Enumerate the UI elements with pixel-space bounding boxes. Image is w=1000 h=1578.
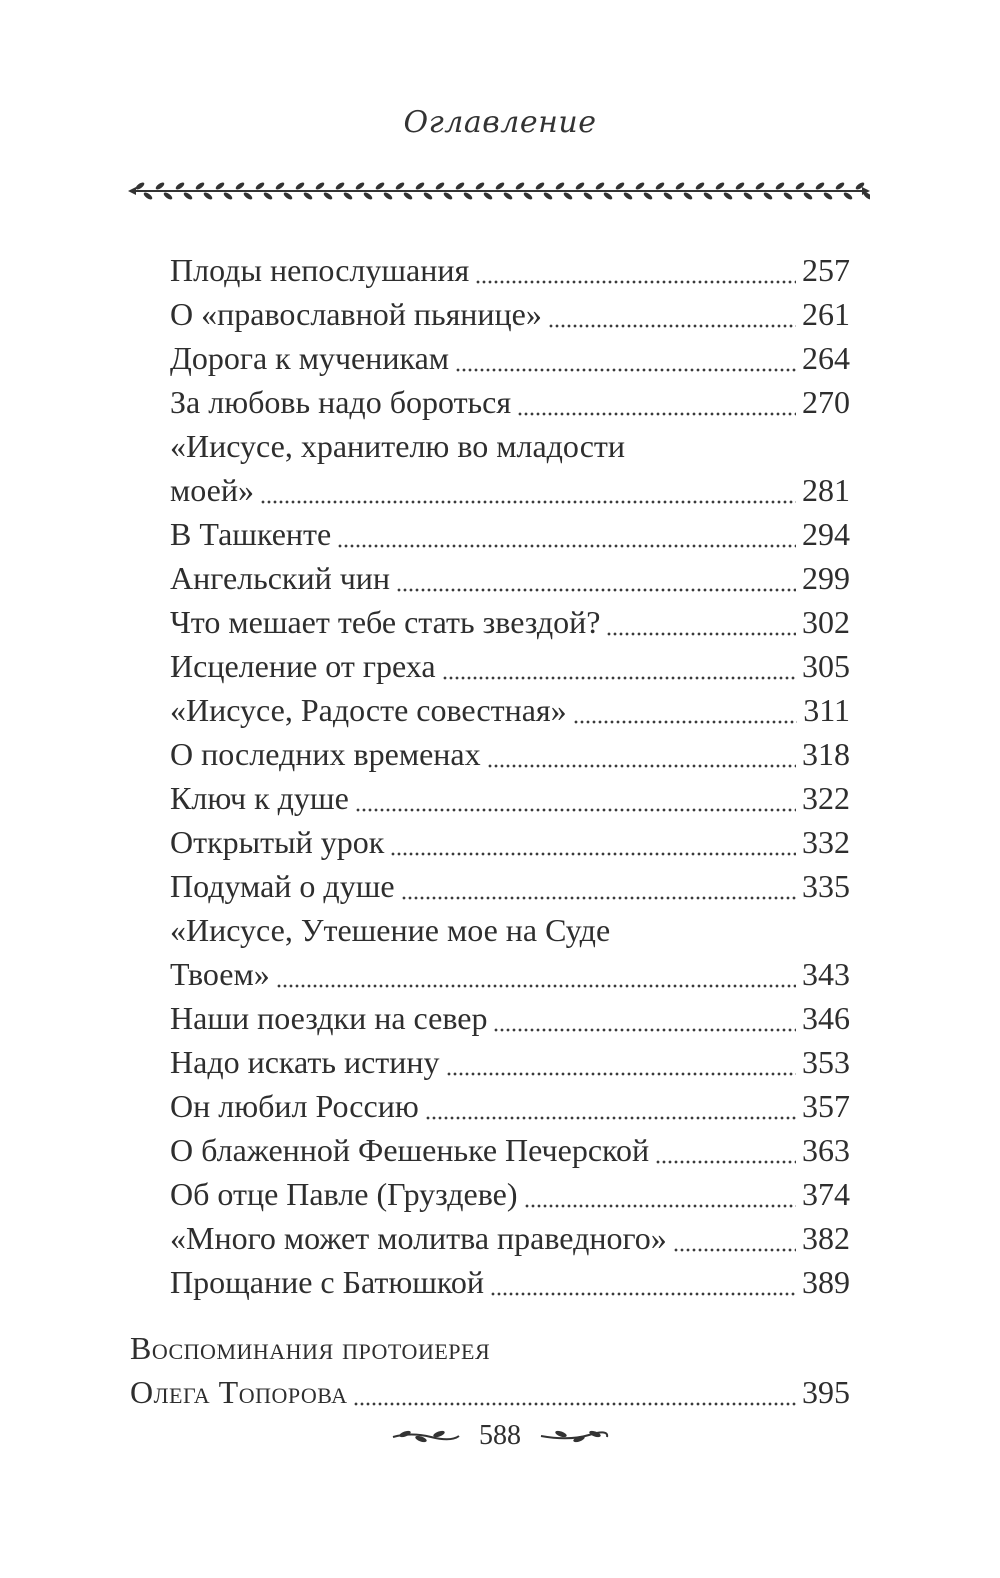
toc-entry-title: «Иисусе, Радосте совестная» (170, 692, 567, 728)
dot-leader (487, 732, 796, 776)
toc-entry-title: Твоем» (170, 956, 270, 992)
toc-page-number: 270 (802, 384, 850, 420)
toc-entry-title: О последних временах (170, 736, 481, 772)
dot-leader (655, 1128, 796, 1172)
toc-page-number: 299 (802, 560, 850, 596)
toc-entry-title: В Ташкенте (170, 516, 332, 552)
dot-leader (337, 512, 796, 556)
dot-leader (442, 644, 796, 688)
toc-entry[interactable] (130, 380, 850, 424)
leaf-vine-rule-icon (128, 176, 870, 206)
toc-entry-title: Надо искать истину (170, 1044, 440, 1080)
dot-leader (396, 556, 796, 600)
toc-page-number: 264 (802, 340, 850, 376)
toc-entry-title: За любовь надо бороться (170, 384, 512, 420)
toc-page-number: 353 (802, 1044, 850, 1080)
toc-entry[interactable] (130, 1172, 850, 1216)
dot-leader (455, 336, 796, 380)
toc-entry[interactable] (130, 820, 850, 864)
toc-entry-title: Наши поездки на север (170, 1000, 488, 1036)
toc-entry-title: Ключ к душе (170, 780, 349, 816)
toc-page-number: 281 (802, 472, 850, 508)
toc-entry-title: Об отце Павле (Груздеве) (170, 1176, 518, 1212)
toc-page-number: 363 (802, 1132, 850, 1168)
dot-leader (353, 1370, 796, 1414)
toc-entry[interactable] (130, 1040, 850, 1084)
dot-leader (606, 600, 796, 644)
dot-leader (475, 248, 796, 292)
dot-leader (260, 468, 796, 512)
toc-page-number: 261 (802, 296, 850, 332)
toc-entry-title: «Иисусе, хранителю во младости (170, 428, 626, 464)
dot-leader (517, 380, 796, 424)
toc-entry-title: Воспоминания протоиерея (130, 1330, 491, 1366)
toc-entry[interactable] (130, 644, 850, 688)
toc-page-number: 382 (802, 1220, 850, 1256)
running-head-title: Оглавление (403, 105, 597, 140)
dot-leader (490, 1260, 796, 1304)
toc-page-number: 389 (802, 1264, 850, 1300)
page-number: 588 (479, 1420, 521, 1451)
dot-leader (446, 1040, 797, 1084)
dot-leader (276, 952, 796, 996)
toc-entry[interactable] (130, 424, 850, 512)
toc-entry-title: Прощание с Батюшкой (170, 1264, 484, 1300)
toc-entry[interactable] (130, 556, 850, 600)
toc-entry[interactable] (130, 1128, 850, 1172)
toc-entry[interactable] (130, 688, 850, 732)
toc-entry-title: Олега Топорова (130, 1374, 348, 1410)
toc-entry-title: «Иисусе, Утешение мое на Суде (170, 912, 611, 948)
toc-entry[interactable] (130, 1216, 850, 1260)
toc-entry[interactable] (130, 732, 850, 776)
toc-entry-title: Подумай о душе (170, 868, 395, 904)
toc-entry-title: О «православной пьянице» (170, 296, 542, 332)
table-of-contents (130, 248, 850, 1414)
toc-page-number: 318 (802, 736, 850, 772)
toc-entry[interactable] (130, 1260, 850, 1304)
toc-entry[interactable] (130, 292, 850, 336)
dot-leader (573, 688, 798, 732)
dot-leader (548, 292, 796, 336)
toc-entry-title: Исцеление от греха (170, 648, 436, 684)
toc-page-number: 302 (802, 604, 850, 640)
dot-leader (390, 820, 796, 864)
toc-entry[interactable] (130, 1084, 850, 1128)
toc-entry-title: «Много может молитва праведного» (170, 1220, 667, 1256)
toc-page-number: 332 (802, 824, 850, 860)
dot-leader (355, 776, 796, 820)
toc-entry[interactable] (130, 600, 850, 644)
toc-entry-title: моей» (170, 472, 254, 508)
dot-leader (524, 1172, 797, 1216)
toc-entry[interactable] (130, 336, 850, 380)
toc-page-number: 346 (802, 1000, 850, 1036)
dot-leader (493, 996, 796, 1040)
toc-page-number: 322 (802, 780, 850, 816)
toc-entry-title: Что мешает тебе стать звездой? (170, 604, 601, 640)
toc-entry-title: Ангельский чин (170, 560, 391, 596)
toc-page-number: 335 (802, 868, 850, 904)
page-footer (0, 1420, 1000, 1452)
leaf-flourish-left-icon (391, 1426, 461, 1446)
toc-entry[interactable] (130, 864, 850, 908)
toc-entry-title: Плоды непослушания (170, 252, 470, 288)
toc-entry-title: Он любил Россию (170, 1088, 419, 1124)
toc-entry-title: О блаженной Фешеньке Печерской (170, 1132, 650, 1168)
toc-page-number: 374 (802, 1176, 850, 1212)
toc-entry[interactable] (130, 248, 850, 292)
toc-page-number: 343 (802, 956, 850, 992)
dot-leader (425, 1084, 796, 1128)
dot-leader (401, 864, 796, 908)
leaf-flourish-right-icon (539, 1426, 609, 1446)
toc-page-number: 395 (802, 1374, 850, 1410)
toc-entry[interactable] (130, 996, 850, 1040)
toc-entry[interactable] (130, 776, 850, 820)
toc-page-number: 305 (802, 648, 850, 684)
toc-page-number: 294 (802, 516, 850, 552)
toc-section-entry[interactable] (130, 1326, 850, 1414)
toc-page-number: 357 (802, 1088, 850, 1124)
toc-entry-title: Дорога к мученикам (170, 340, 450, 376)
toc-page-number: 311 (803, 692, 850, 728)
toc-entry-title: Открытый урок (170, 824, 385, 860)
dot-leader (673, 1216, 796, 1260)
toc-entry[interactable] (130, 512, 850, 556)
toc-entry[interactable] (130, 908, 850, 996)
toc-page-number: 257 (802, 252, 850, 288)
